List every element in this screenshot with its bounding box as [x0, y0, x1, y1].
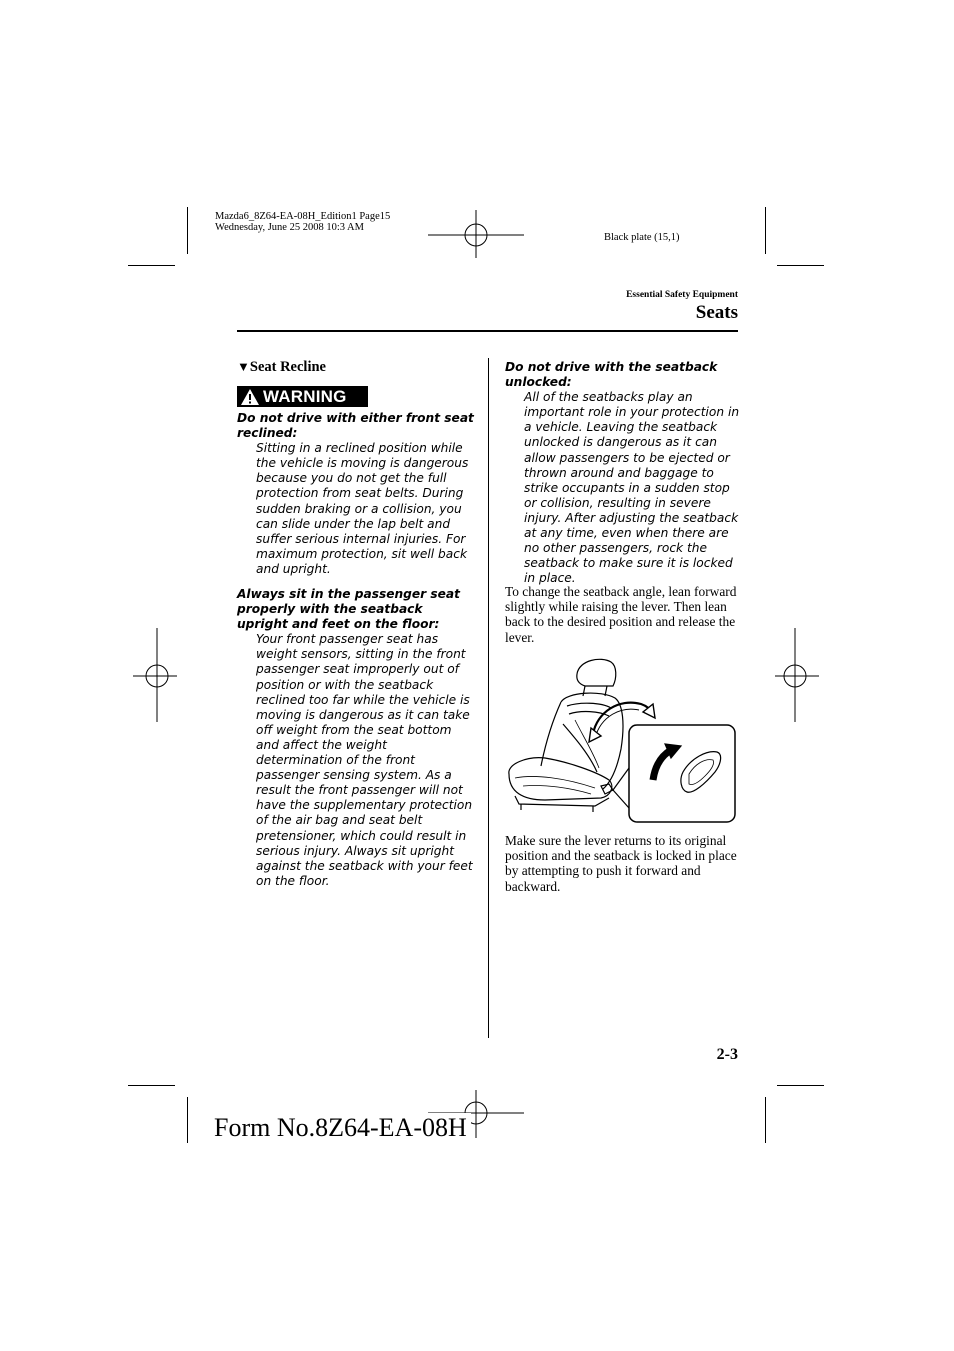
print-header-line2: Wednesday, June 25 2008 10:3 AM: [215, 222, 364, 233]
warning-item: [237, 411, 475, 577]
warning-item-body: All of the seatbacks play an important role in your protection in a vehicle. Leaving the seatback unlocked is dangerous as it can allow passengers to be ejected or thrown around and baggage to strike occupants in a sudden stop or collision, resulting in severe injury. After adjusting the seatback at any time, even when there are no other passengers, rock the seatback to make sure it is locked in place.: [524, 390, 740, 586]
registration-mark-icon: [133, 628, 177, 722]
crop-mark: [128, 1085, 175, 1086]
seat-recline-illustration: [505, 654, 737, 824]
subsection-title: [237, 359, 326, 376]
paragraph-make-sure: Make sure the lever returns to its original position and the seatback is locked in place by attempting to push it forward and backward.: [505, 833, 737, 894]
warning-triangle-icon: [240, 388, 260, 406]
crop-mark: [777, 265, 824, 266]
print-header-line1: Mazda6_8Z64-EA-08H_Edition1 Page15: [215, 211, 391, 222]
triangle-down-icon: ▼: [237, 359, 250, 374]
section-title: Seats: [695, 302, 738, 323]
warning-item-heading: Do not drive with the seatback unlocked:: [505, 360, 718, 390]
paragraph-change-angle: To change the seatback angle, lean forward slightly while raising the lever. Then lean back to the desired position and release the lever.: [505, 584, 737, 645]
subsection-label: Seat Recline: [249, 359, 326, 375]
warning-item-body: Sitting in a reclined position while the vehicle is moving is dangerous because you do not get the full protection from seat belts. During sudden braking or a collision, you can slide under the lap belt and suffer serious internal injuries. For maximum protection, sit well back and upright.: [256, 441, 469, 576]
crop-mark: [765, 207, 766, 254]
crop-mark: [777, 1085, 824, 1086]
page-number: 2-3: [716, 1046, 738, 1063]
registration-mark-icon: [775, 628, 819, 722]
registration-mark-icon: [428, 210, 524, 258]
crop-mark: [765, 1097, 766, 1143]
section-category: Essential Safety Equipment: [626, 290, 738, 300]
warning-item-heading: Always sit in the passenger seat properly with the seatback upright and feet on the floor:: [237, 587, 460, 632]
warning-item: [505, 360, 741, 586]
warning-item-heading: Do not drive with either front seat reclined:: [237, 411, 474, 441]
column-divider: [488, 358, 489, 1038]
print-header-plate: Black plate (15,1): [604, 232, 680, 243]
crop-mark: [187, 207, 188, 254]
warning-item: [237, 587, 475, 889]
form-number: Form No.8Z64-EA-08H: [214, 1113, 471, 1143]
crop-mark: [128, 265, 175, 266]
warning-label: [237, 386, 368, 407]
warning-text: WARNING: [263, 386, 347, 406]
warning-item-body: Your front passenger seat has weight sensors, sitting in the front passenger seat improperly out of position or with the seatback reclined too far while the vehicle is moving is dangerous as it can take off weight from the seat bottom and affect the weight determination of the front passenger sensing system. As a result the front passenger will not have the supplementary protection of the air bag and seat belt pretensioner, which could result in serious injury. Always sit upright against the seatback with your feet on the floor.: [256, 632, 473, 888]
header-rule: [237, 330, 738, 332]
crop-mark: [187, 1097, 188, 1143]
